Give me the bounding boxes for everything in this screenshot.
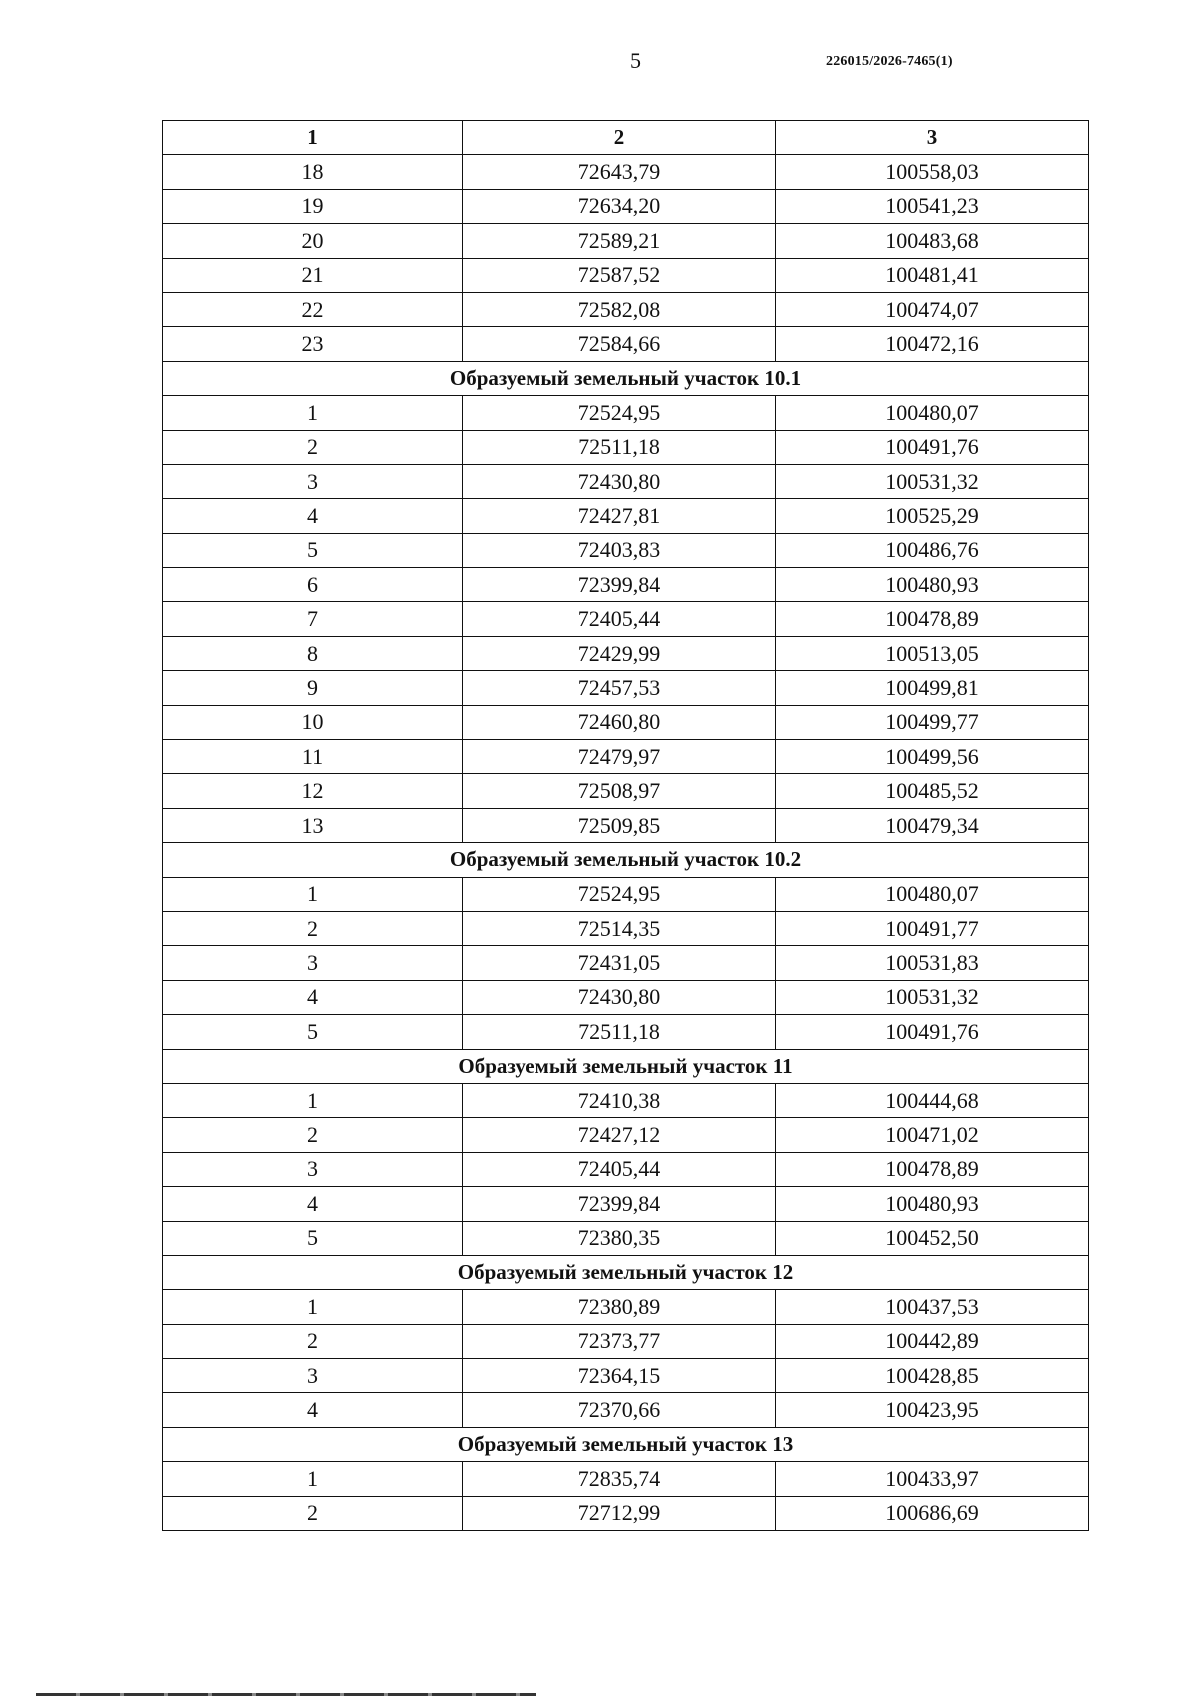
x-coordinate-cell: 72410,38 <box>463 1083 776 1117</box>
y-coordinate-cell: 100480,07 <box>776 396 1089 430</box>
y-coordinate-cell: 100481,41 <box>776 258 1089 292</box>
point-number-cell: 2 <box>163 1118 463 1152</box>
y-coordinate-cell: 100433,97 <box>776 1462 1089 1496</box>
point-number-cell: 5 <box>163 1015 463 1049</box>
table-row <box>163 533 1089 567</box>
point-number-cell: 10 <box>163 705 463 739</box>
table-row <box>163 946 1089 980</box>
column-header: 1 <box>163 121 463 155</box>
point-number-cell: 1 <box>163 396 463 430</box>
point-number-cell: 8 <box>163 636 463 670</box>
point-number-cell: 13 <box>163 808 463 842</box>
x-coordinate-cell: 72460,80 <box>463 705 776 739</box>
section-title: Образуемый земельный участок 10.1 <box>163 361 1089 395</box>
table-row <box>163 774 1089 808</box>
coordinates-table-body <box>163 121 1089 1531</box>
table-row <box>163 1015 1089 1049</box>
table-row <box>163 1324 1089 1358</box>
point-number-cell: 1 <box>163 877 463 911</box>
x-coordinate-cell: 72589,21 <box>463 224 776 258</box>
table-row <box>163 602 1089 636</box>
y-coordinate-cell: 100478,89 <box>776 1152 1089 1186</box>
y-coordinate-cell: 100541,23 <box>776 189 1089 223</box>
table-row <box>163 808 1089 842</box>
point-number-cell: 5 <box>163 1221 463 1255</box>
coordinates-table <box>162 120 1089 1531</box>
table-row <box>163 292 1089 326</box>
y-coordinate-cell: 100513,05 <box>776 636 1089 670</box>
scan-edge-line <box>36 1693 536 1696</box>
x-coordinate-cell: 72405,44 <box>463 602 776 636</box>
table-row <box>163 1393 1089 1427</box>
section-title: Образуемый земельный участок 13 <box>163 1427 1089 1461</box>
y-coordinate-cell: 100472,16 <box>776 327 1089 361</box>
section-title: Образуемый земельный участок 11 <box>163 1049 1089 1083</box>
y-coordinate-cell: 100480,07 <box>776 877 1089 911</box>
point-number-cell: 12 <box>163 774 463 808</box>
x-coordinate-cell: 72427,12 <box>463 1118 776 1152</box>
table-row <box>163 705 1089 739</box>
table-row <box>163 877 1089 911</box>
table-row <box>163 327 1089 361</box>
x-coordinate-cell: 72509,85 <box>463 808 776 842</box>
x-coordinate-cell: 72405,44 <box>463 1152 776 1186</box>
table-row <box>163 155 1089 189</box>
y-coordinate-cell: 100491,76 <box>776 1015 1089 1049</box>
column-header: 3 <box>776 121 1089 155</box>
x-coordinate-cell: 72584,66 <box>463 327 776 361</box>
table-row <box>163 224 1089 258</box>
table-row <box>163 1152 1089 1186</box>
y-coordinate-cell: 100442,89 <box>776 1324 1089 1358</box>
x-coordinate-cell: 72582,08 <box>463 292 776 326</box>
y-coordinate-cell: 100485,52 <box>776 774 1089 808</box>
y-coordinate-cell: 100531,83 <box>776 946 1089 980</box>
table-header-row <box>163 121 1089 155</box>
y-coordinate-cell: 100444,68 <box>776 1083 1089 1117</box>
y-coordinate-cell: 100437,53 <box>776 1290 1089 1324</box>
x-coordinate-cell: 72514,35 <box>463 911 776 945</box>
x-coordinate-cell: 72373,77 <box>463 1324 776 1358</box>
x-coordinate-cell: 72634,20 <box>463 189 776 223</box>
section-title-row <box>163 1427 1089 1461</box>
document-id: 226015/2026-7465(1) <box>826 54 953 69</box>
table-row <box>163 1221 1089 1255</box>
point-number-cell: 18 <box>163 155 463 189</box>
x-coordinate-cell: 72835,74 <box>463 1462 776 1496</box>
table-row <box>163 568 1089 602</box>
y-coordinate-cell: 100479,34 <box>776 808 1089 842</box>
y-coordinate-cell: 100452,50 <box>776 1221 1089 1255</box>
y-coordinate-cell: 100525,29 <box>776 499 1089 533</box>
point-number-cell: 2 <box>163 1496 463 1530</box>
table-row <box>163 980 1089 1014</box>
table-row <box>163 1290 1089 1324</box>
point-number-cell: 3 <box>163 1152 463 1186</box>
x-coordinate-cell: 72427,81 <box>463 499 776 533</box>
y-coordinate-cell: 100478,89 <box>776 602 1089 636</box>
y-coordinate-cell: 100499,56 <box>776 740 1089 774</box>
x-coordinate-cell: 72643,79 <box>463 155 776 189</box>
point-number-cell: 4 <box>163 1393 463 1427</box>
section-title-row <box>163 361 1089 395</box>
table-row <box>163 396 1089 430</box>
point-number-cell: 2 <box>163 430 463 464</box>
table-row <box>163 189 1089 223</box>
x-coordinate-cell: 72431,05 <box>463 946 776 980</box>
section-title-row <box>163 1049 1089 1083</box>
page-number: 5 <box>630 48 641 73</box>
y-coordinate-cell: 100499,77 <box>776 705 1089 739</box>
section-title-row <box>163 1255 1089 1289</box>
x-coordinate-cell: 72380,35 <box>463 1221 776 1255</box>
y-coordinate-cell: 100474,07 <box>776 292 1089 326</box>
point-number-cell: 22 <box>163 292 463 326</box>
table-row <box>163 499 1089 533</box>
x-coordinate-cell: 72508,97 <box>463 774 776 808</box>
x-coordinate-cell: 72399,84 <box>463 568 776 602</box>
point-number-cell: 5 <box>163 533 463 567</box>
point-number-cell: 4 <box>163 980 463 1014</box>
column-header: 2 <box>463 121 776 155</box>
y-coordinate-cell: 100423,95 <box>776 1393 1089 1427</box>
y-coordinate-cell: 100686,69 <box>776 1496 1089 1530</box>
point-number-cell: 11 <box>163 740 463 774</box>
x-coordinate-cell: 72430,80 <box>463 980 776 1014</box>
x-coordinate-cell: 72524,95 <box>463 396 776 430</box>
section-title: Образуемый земельный участок 10.2 <box>163 843 1089 877</box>
point-number-cell: 20 <box>163 224 463 258</box>
y-coordinate-cell: 100491,76 <box>776 430 1089 464</box>
x-coordinate-cell: 72457,53 <box>463 671 776 705</box>
point-number-cell: 2 <box>163 1324 463 1358</box>
y-coordinate-cell: 100499,81 <box>776 671 1089 705</box>
table-row <box>163 911 1089 945</box>
point-number-cell: 19 <box>163 189 463 223</box>
y-coordinate-cell: 100491,77 <box>776 911 1089 945</box>
point-number-cell: 9 <box>163 671 463 705</box>
point-number-cell: 7 <box>163 602 463 636</box>
x-coordinate-cell: 72587,52 <box>463 258 776 292</box>
table-row <box>163 671 1089 705</box>
x-coordinate-cell: 72524,95 <box>463 877 776 911</box>
x-coordinate-cell: 72403,83 <box>463 533 776 567</box>
point-number-cell: 4 <box>163 1187 463 1221</box>
y-coordinate-cell: 100480,93 <box>776 1187 1089 1221</box>
x-coordinate-cell: 72712,99 <box>463 1496 776 1530</box>
y-coordinate-cell: 100483,68 <box>776 224 1089 258</box>
y-coordinate-cell: 100471,02 <box>776 1118 1089 1152</box>
table-row <box>163 464 1089 498</box>
x-coordinate-cell: 72511,18 <box>463 1015 776 1049</box>
x-coordinate-cell: 72380,89 <box>463 1290 776 1324</box>
x-coordinate-cell: 72430,80 <box>463 464 776 498</box>
point-number-cell: 3 <box>163 946 463 980</box>
x-coordinate-cell: 72429,99 <box>463 636 776 670</box>
point-number-cell: 23 <box>163 327 463 361</box>
point-number-cell: 3 <box>163 464 463 498</box>
section-title: Образуемый земельный участок 12 <box>163 1255 1089 1289</box>
y-coordinate-cell: 100558,03 <box>776 155 1089 189</box>
section-title-row <box>163 843 1089 877</box>
point-number-cell: 3 <box>163 1359 463 1393</box>
x-coordinate-cell: 72479,97 <box>463 740 776 774</box>
y-coordinate-cell: 100480,93 <box>776 568 1089 602</box>
y-coordinate-cell: 100531,32 <box>776 464 1089 498</box>
table-row <box>163 258 1089 292</box>
table-row <box>163 1359 1089 1393</box>
table-row <box>163 430 1089 464</box>
table-row <box>163 1083 1089 1117</box>
table-row <box>163 1187 1089 1221</box>
y-coordinate-cell: 100531,32 <box>776 980 1089 1014</box>
table-row <box>163 636 1089 670</box>
point-number-cell: 4 <box>163 499 463 533</box>
x-coordinate-cell: 72399,84 <box>463 1187 776 1221</box>
x-coordinate-cell: 72370,66 <box>463 1393 776 1427</box>
point-number-cell: 1 <box>163 1083 463 1117</box>
y-coordinate-cell: 100428,85 <box>776 1359 1089 1393</box>
x-coordinate-cell: 72364,15 <box>463 1359 776 1393</box>
point-number-cell: 21 <box>163 258 463 292</box>
point-number-cell: 2 <box>163 911 463 945</box>
point-number-cell: 1 <box>163 1290 463 1324</box>
point-number-cell: 6 <box>163 568 463 602</box>
table-row <box>163 1118 1089 1152</box>
table-row <box>163 740 1089 774</box>
x-coordinate-cell: 72511,18 <box>463 430 776 464</box>
y-coordinate-cell: 100486,76 <box>776 533 1089 567</box>
table-row <box>163 1462 1089 1496</box>
point-number-cell: 1 <box>163 1462 463 1496</box>
table-row <box>163 1496 1089 1530</box>
